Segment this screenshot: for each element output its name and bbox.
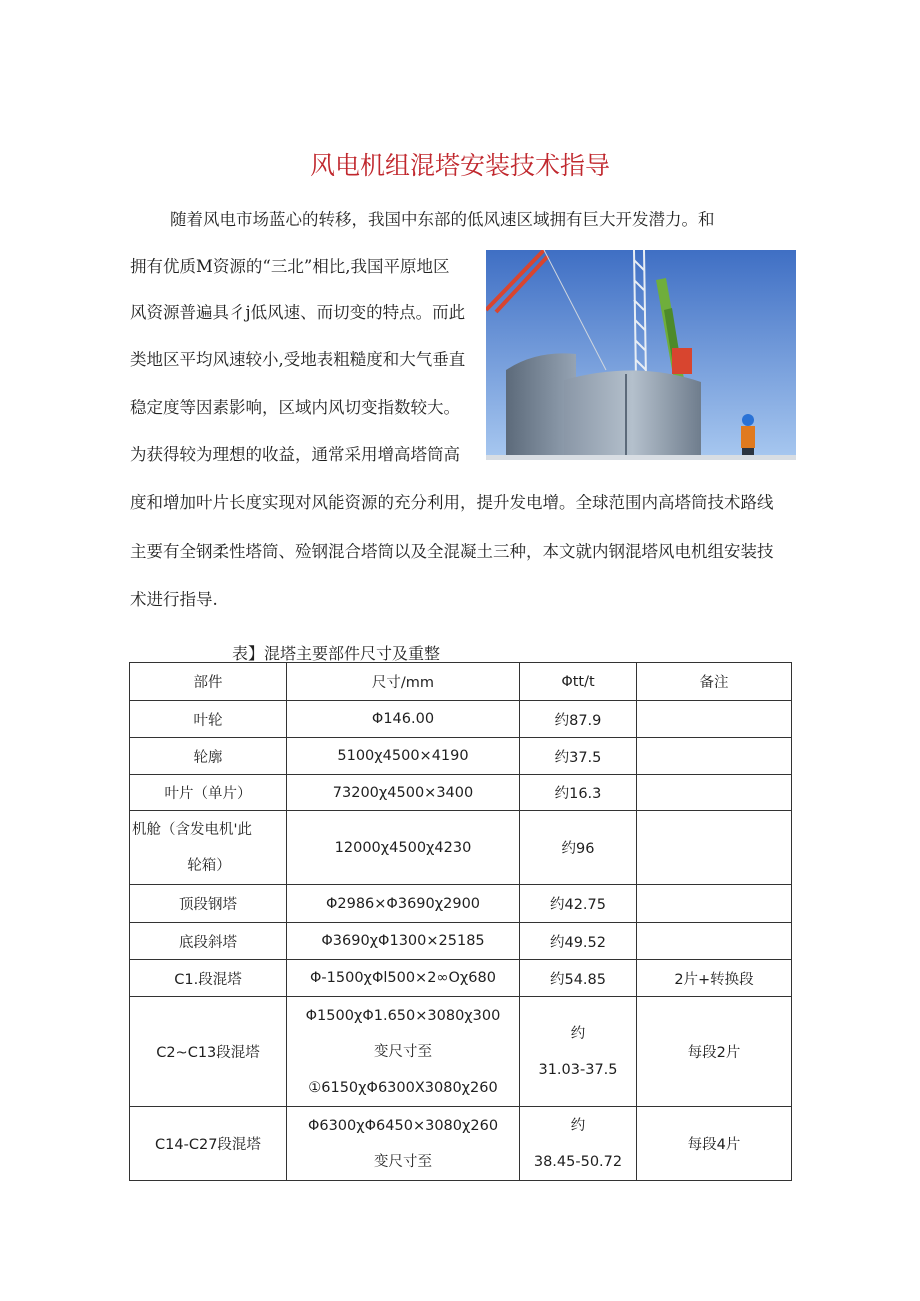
cell-note [637,885,792,923]
paragraph-line: 术进行指导. [130,590,218,609]
table-row [130,811,792,885]
paragraph-line: 度和增加叶片长度实现对风能资源的充分利用，提升发电增。全球范围内高塔筒技术路线 [130,493,774,512]
cell-size: Φ3690χΦ1300×25185 [287,923,520,960]
cell-weight: 约37.5 [520,738,637,775]
cell-note: 2片+转换段 [637,960,792,997]
cell-part: 顶段钢塔 [130,885,287,923]
paragraph-line: 风资源普遍具彳j低风速、而切变的特点。而此 [130,303,466,322]
cell-size-line: ①6150χΦ6300X3080χ260 [308,1079,498,1096]
cell-part: 叶轮 [130,701,287,738]
cell-weight [520,997,637,1107]
table-row [130,960,792,997]
cell-weight: 约54.85 [520,960,637,997]
cell-note [637,811,792,885]
cell-part-line: 轮箱） [187,857,231,874]
cell-note: 每段4片 [637,1107,792,1181]
table-header-row [130,663,792,701]
cell-part: C2~C13段混塔 [130,997,287,1107]
cell-size: 5100χ4500×4190 [287,738,520,775]
tower-section-right [564,370,701,460]
cell-weight: 约16.3 [520,775,637,811]
cell-part: C1.段混塔 [130,960,287,997]
cell-size: 12000χ4500χ4230 [287,811,520,885]
cell-size [287,1107,520,1181]
table-row [130,738,792,775]
table-caption: 表】混塔主要部件尺寸及重整 [232,644,441,663]
paragraph-line: 随着风电市场蓝心的转移，我国中东部的低风速区域拥有巨大开发潜力。和 [170,210,715,229]
cell-weight-line: 31.03-37.5 [538,1061,618,1078]
table-row [130,997,792,1107]
cell-note [637,923,792,960]
header-weight: Φtt/t [520,663,637,701]
cell-size [287,997,520,1107]
cell-weight-line: 约 [570,1117,586,1134]
component-spec-table [129,662,792,1181]
worker-figure [741,414,755,460]
cell-size: Φ-1500χΦl500×2∞Oχ680 [287,960,520,997]
cell-note [637,738,792,775]
cell-part: 底段斜塔 [130,923,287,960]
paragraph-line: 类地区平均风速较小,受地表粗糙度和大气垂直 [130,350,466,369]
cell-weight: 约42.75 [520,885,637,923]
cell-size: 73200χ4500×3400 [287,775,520,811]
cell-note [637,701,792,738]
cell-size-line: 变尺寸至 [374,1153,432,1170]
cell-part-line: 机舱（含发电机'此 [132,821,252,838]
photo-illustration [486,250,796,460]
cell-size-line: 变尺寸至 [374,1043,432,1060]
cell-weight: 约96 [520,811,637,885]
header-note: 备注 [637,663,792,701]
table-row [130,923,792,960]
cell-weight-line: 约 [570,1025,586,1042]
cell-size: Φ2986×Φ3690χ2900 [287,885,520,923]
paragraph-line: 拥有优质M资源的“三北”相比,我国平原地区 [130,257,450,276]
cell-weight-line: 38.45-50.72 [533,1153,623,1170]
ground-strip [486,455,796,460]
cell-weight: 约49.52 [520,923,637,960]
paragraph-line: 稳定度等因素影响，区域内风切变指数较大。 [130,398,460,417]
table-row [130,885,792,923]
cell-part: C14-C27段混塔 [130,1107,287,1181]
header-part: 部件 [130,663,287,701]
header-size: 尺寸/mm [287,663,520,701]
cell-note: 每段2片 [637,997,792,1107]
paragraph-line: 主要有全钢柔性塔筒、殓钢混合塔筒以及全混凝土三种，本文就内钢混塔风电机组安装技 [130,542,774,561]
cell-weight: 约87.9 [520,701,637,738]
table-row [130,1107,792,1181]
cell-size-line: Φ1500χΦ1.650×3080χ300 [305,1007,501,1024]
cell-part: 叶片（单片） [130,775,287,811]
cell-note [637,775,792,811]
wind-tower-construction-photo [486,250,796,460]
paragraph-line: 为获得较为理想的收益，通常采用增高塔筒高 [130,445,460,464]
document-title: 风电机组混塔安装技术指导 [309,151,610,180]
cell-weight [520,1107,637,1181]
cell-size: Φ146.00 [287,701,520,738]
cell-size-line: Φ6300χΦ6450×3080χ260 [307,1117,499,1134]
cell-part: 轮廓 [130,738,287,775]
table-row [130,775,792,811]
table-row [130,701,792,738]
cell-part [130,811,287,885]
